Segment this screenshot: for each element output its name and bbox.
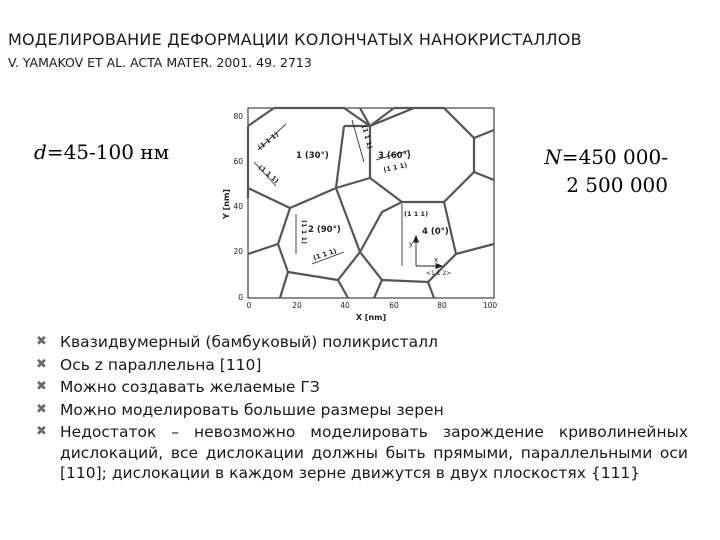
citation: V. YAMAKOV ET AL. ACTA MATER. 2001. 49. 2713 (8, 55, 312, 70)
check-icon: ✖ (36, 401, 47, 417)
x-tick-label: 20 (292, 301, 302, 310)
n-symbol: N (544, 145, 562, 169)
check-icon: ✖ (36, 334, 47, 349)
check-icon: ✖ (36, 379, 47, 394)
grain-label: 2 (90°) (308, 225, 341, 235)
y-tick-label: 0 (238, 293, 243, 302)
x-tick-label: 0 (246, 301, 252, 310)
bullet-text: Ось z параллельна [110] (60, 355, 262, 374)
plane-label: (1 1 1) (360, 124, 375, 150)
y-tick-label: 40 (233, 202, 243, 211)
direction-label: <1 1 2> (426, 270, 452, 277)
axis-x-letter: x (434, 256, 439, 264)
x-axis-label: X [nm] (355, 313, 387, 322)
d-symbol: d (34, 140, 47, 164)
bullet-list (36, 332, 688, 486)
grain-structure-figure (218, 104, 498, 332)
axis-y-letter: y (409, 240, 414, 248)
n-value-line1: =450 000- (561, 145, 668, 169)
plane-label: (1 1 1) (256, 163, 281, 185)
cross-icon: ✖ (36, 424, 47, 439)
bullet-text: Квазидвумерный (бамбуковый) поликристалл (60, 333, 438, 351)
y-tick-label: 60 (233, 157, 243, 166)
d-value: =45-100 нм (46, 140, 170, 164)
plane-label: (1 1 1) (404, 210, 429, 218)
plane-label: (1 1 1) (300, 220, 308, 245)
y-tick-label: 80 (233, 112, 243, 121)
bullet-item (36, 422, 688, 484)
y-tick-label: 20 (233, 247, 243, 256)
x-tick-label: 40 (340, 301, 350, 310)
x-tick-label: 100 (482, 301, 498, 310)
grain-label: 3 (60°) (378, 151, 411, 161)
check-icon: ✖ (36, 356, 47, 372)
bullet-item (36, 332, 688, 353)
grain-size-param (34, 140, 169, 164)
bullet-text: Недостаток – невозможно моделировать зарождение криволинейных дислокаций, все дислокации должны быть прямыми, параллельными оси [110]; дислокации в каждом зерне движутся в двух плоскостях {111} (60, 423, 688, 482)
slide-title: МОДЕЛИРОВАНИЕ ДЕФОРМАЦИИ КОЛОНЧАТЫХ НАНОКРИСТАЛЛОВ (8, 30, 582, 49)
plane-label: (1 1 1) (382, 161, 408, 174)
plane-label: (1 1 1) (312, 246, 338, 262)
plane-label: (1 1 1) (256, 130, 281, 152)
bullet-item (36, 355, 688, 376)
bullet-item (36, 400, 688, 421)
bullet-text: Можно моделировать большие размеры зерен (60, 400, 444, 419)
grain-label: 4 (0°) (422, 227, 449, 237)
x-tick-label: 80 (437, 301, 447, 310)
atom-count-param (544, 143, 668, 199)
x-tick-label: 60 (389, 301, 399, 310)
y-axis-label: Y [nm] (222, 189, 231, 219)
grain-label: 1 (30°) (296, 151, 329, 161)
n-value-line2: 2 500 000 (566, 173, 668, 197)
bullet-item (36, 377, 688, 398)
bullet-text: Можно создавать желаемые ГЗ (60, 378, 320, 396)
